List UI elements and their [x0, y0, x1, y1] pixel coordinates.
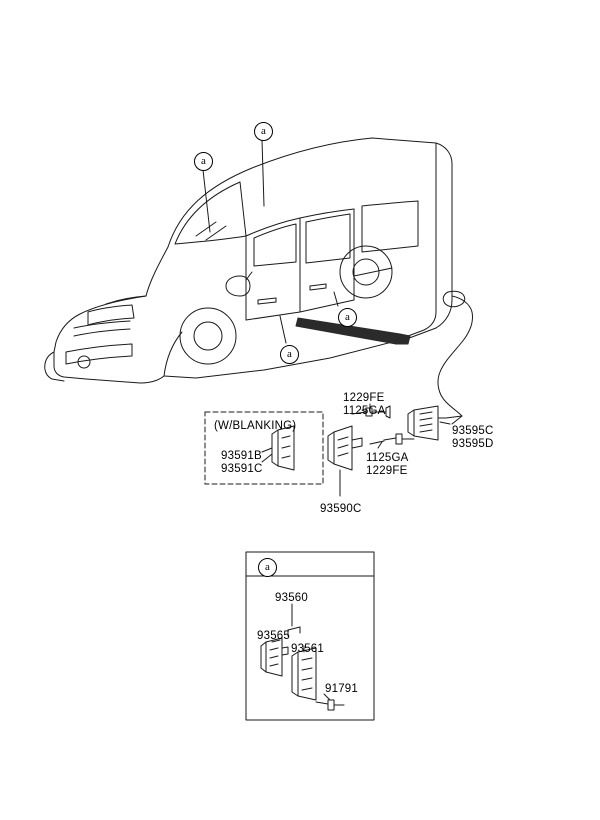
callout-a-detail-box: a: [258, 558, 277, 577]
part-label-93595c: 93595C: [452, 425, 494, 437]
part-label-93591b: 93591B: [221, 450, 262, 462]
part-label-93595d: 93595D: [452, 438, 494, 450]
callout-a-door-lower: a: [280, 345, 299, 364]
part-label-1125ga-top: 1125GA: [343, 405, 386, 417]
part-label-1229fe-mid: 1229FE: [366, 465, 408, 477]
part-label-91791: 91791: [325, 683, 358, 695]
part-label-93590c: 93590C: [320, 503, 362, 515]
callout-a-roof-right: a: [254, 122, 273, 141]
part-label-93561: 93561: [291, 643, 324, 655]
callout-a-roof-left: a: [194, 152, 213, 171]
part-label-1229fe-top: 1229FE: [343, 392, 385, 404]
callout-a-door-mid: a: [338, 308, 357, 327]
part-label-93565: 93565: [257, 630, 290, 642]
part-label-1125ga-mid: 1125GA: [366, 452, 409, 464]
blanking-box-label: (W/BLANKING): [214, 420, 297, 432]
part-label-93591c: 93591C: [221, 463, 263, 475]
part-label-93560: 93560: [275, 592, 308, 604]
